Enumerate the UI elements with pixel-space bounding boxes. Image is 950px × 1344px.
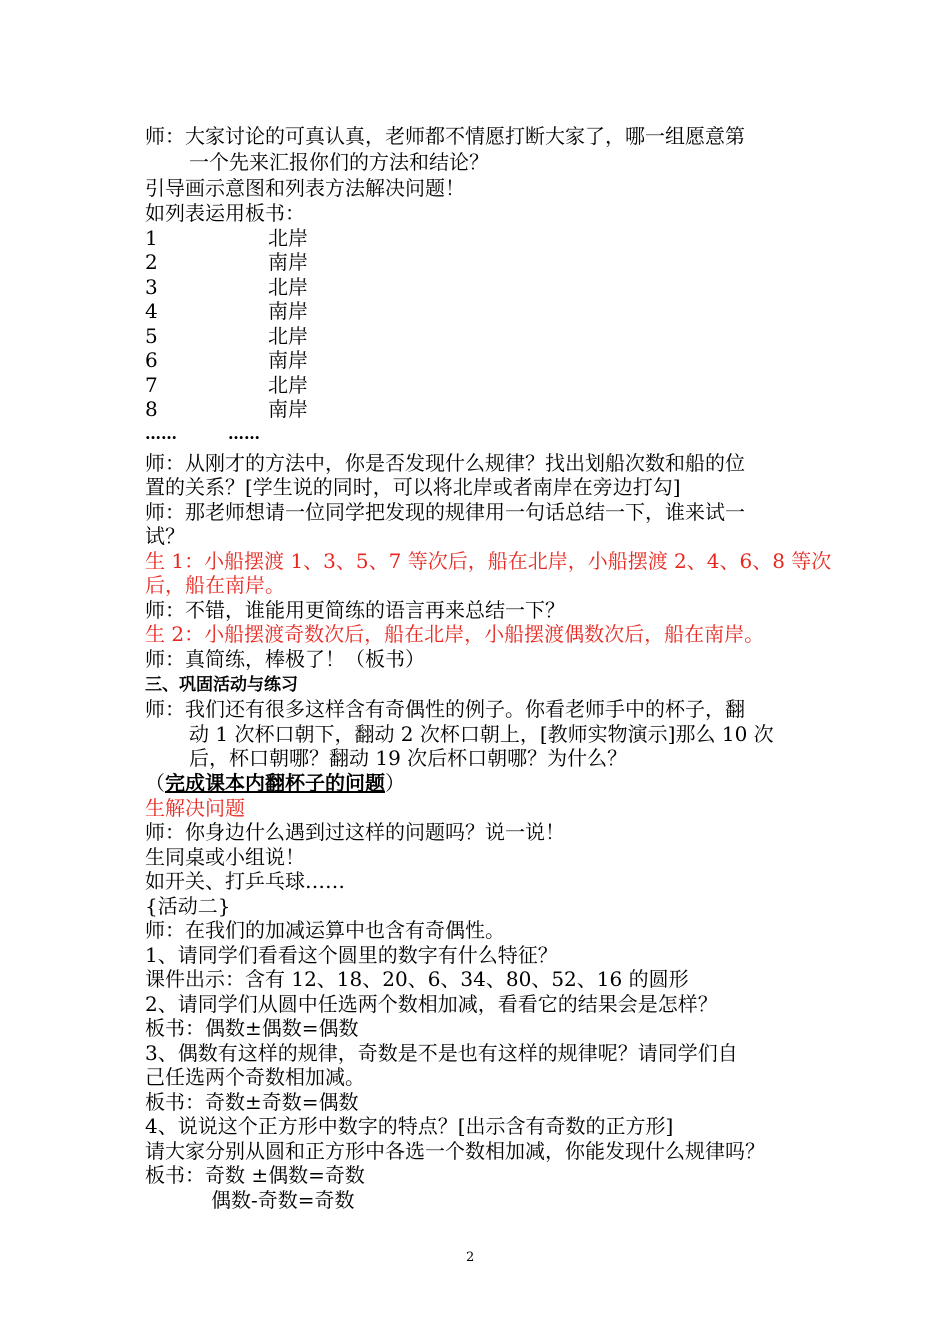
table-row-number: 6 [145, 348, 158, 372]
paragraph: 课件出示：含有 12、18、20、6、34、80、52、16 的圆形 [145, 967, 689, 991]
table-row-number: 7 [145, 373, 158, 397]
paragraph: 动 1 次杯口朝下，翻动 2 次杯口朝上，[教师实物演示]那么 10 次 [189, 722, 774, 746]
ellipsis-right: …… [228, 424, 260, 443]
paragraph: 如开关、打乒乓球…… [145, 869, 345, 893]
task-text: 完成课本内翻杯子的问题 [165, 771, 385, 795]
paragraph: 己任选两个奇数相加减。 [145, 1065, 365, 1089]
paragraph: 板书：奇数±奇数=偶数 [145, 1090, 359, 1114]
paragraph: 3、偶数有这样的规律，奇数是不是也有这样的规律呢？请同学们自 [145, 1041, 738, 1065]
task-line [145, 771, 405, 795]
paragraph: 如列表运用板书： [145, 201, 305, 225]
paragraph: 师：你身边什么遇到过这样的问题吗？说一说！ [145, 820, 565, 844]
paragraph: 置的关系？[学生说的同时，可以将北岸或者南岸在旁边打勾] [145, 475, 681, 499]
ellipsis-left: …… [145, 424, 177, 443]
paragraph: 后，杯口朝哪？翻动 19 次后杯口朝哪？为什么？ [189, 746, 628, 770]
section-heading: 三、巩固活动与练习 [145, 675, 298, 695]
paragraph: 引导画示意图和列表方法解决问题！ [145, 176, 465, 200]
student-answer: 生 1：小船摆渡 1、3、5、7 等次后，船在北岸，小船摆渡 2、4、6、8 等次 [145, 549, 832, 573]
paragraph: 师：那老师想请一位同学把发现的规律用一句话总结一下，谁来试一 [145, 500, 745, 524]
table-row-bank: 北岸 [268, 226, 308, 250]
table-row-bank: 北岸 [268, 275, 308, 299]
table-row-number: 3 [145, 275, 158, 299]
table-row-number: 1 [145, 226, 158, 250]
paragraph: 1、请同学们看看这个圆里的数字有什么特征？ [145, 943, 558, 967]
table-row-bank: 南岸 [268, 397, 308, 421]
table-row-bank: 南岸 [268, 299, 308, 323]
table-row-number: 5 [145, 324, 158, 348]
paragraph: 偶数-奇数=奇数 [211, 1188, 355, 1212]
paragraph: 师：真简练，棒极了！（板书） [145, 647, 425, 671]
table-row-bank: 南岸 [268, 348, 308, 372]
paragraph: 一个先来汇报你们的方法和结论？ [189, 150, 489, 174]
student-answer: 生解决问题 [145, 796, 245, 820]
paragraph: 试？ [145, 524, 185, 548]
paragraph: 师：在我们的加减运算中也含有奇偶性。 [145, 918, 505, 942]
paragraph: 板书：奇数 ±偶数=奇数 [145, 1163, 365, 1187]
paragraph: 请大家分别从圆和正方形中各选一个数相加减，你能发现什么规律吗？ [145, 1139, 765, 1163]
paragraph: 师：不错，谁能用更简练的语言再来总结一下？ [145, 598, 565, 622]
page-number: 2 [466, 1250, 475, 1265]
paragraph: 4、说说这个正方形中数字的特点？[出示含有奇数的正方形] [145, 1114, 674, 1138]
student-answer: 生 2：小船摆渡奇数次后，船在北岸，小船摆渡偶数次后，船在南岸。 [145, 622, 765, 646]
paragraph: 生同桌或小组说！ [145, 845, 305, 869]
table-row-bank: 北岸 [268, 373, 308, 397]
table-row-bank: 北岸 [268, 324, 308, 348]
student-answer: 后，船在南岸。 [145, 573, 285, 597]
paren-close: ） [385, 771, 405, 795]
paragraph: 板书：偶数±偶数=偶数 [145, 1016, 359, 1040]
paren-open: （ [145, 771, 165, 795]
table-row-bank: 南岸 [268, 250, 308, 274]
table-row-number: 2 [145, 250, 158, 274]
table-row-number: 8 [145, 397, 158, 421]
table-row-number: 4 [145, 299, 158, 323]
paragraph: 2、请同学们从圆中任选两个数相加减，看看它的结果会是怎样？ [145, 992, 718, 1016]
paragraph: 师：我们还有很多这样含有奇偶性的例子。你看老师手中的杯子，翻 [145, 697, 745, 721]
paragraph: 师：从刚才的方法中，你是否发现什么规律？找出划船次数和船的位 [145, 451, 745, 475]
paragraph: {活动二} [145, 894, 231, 918]
paragraph: 师：大家讨论的可真认真，老师都不情愿打断大家了，哪一组愿意第 [145, 124, 745, 148]
